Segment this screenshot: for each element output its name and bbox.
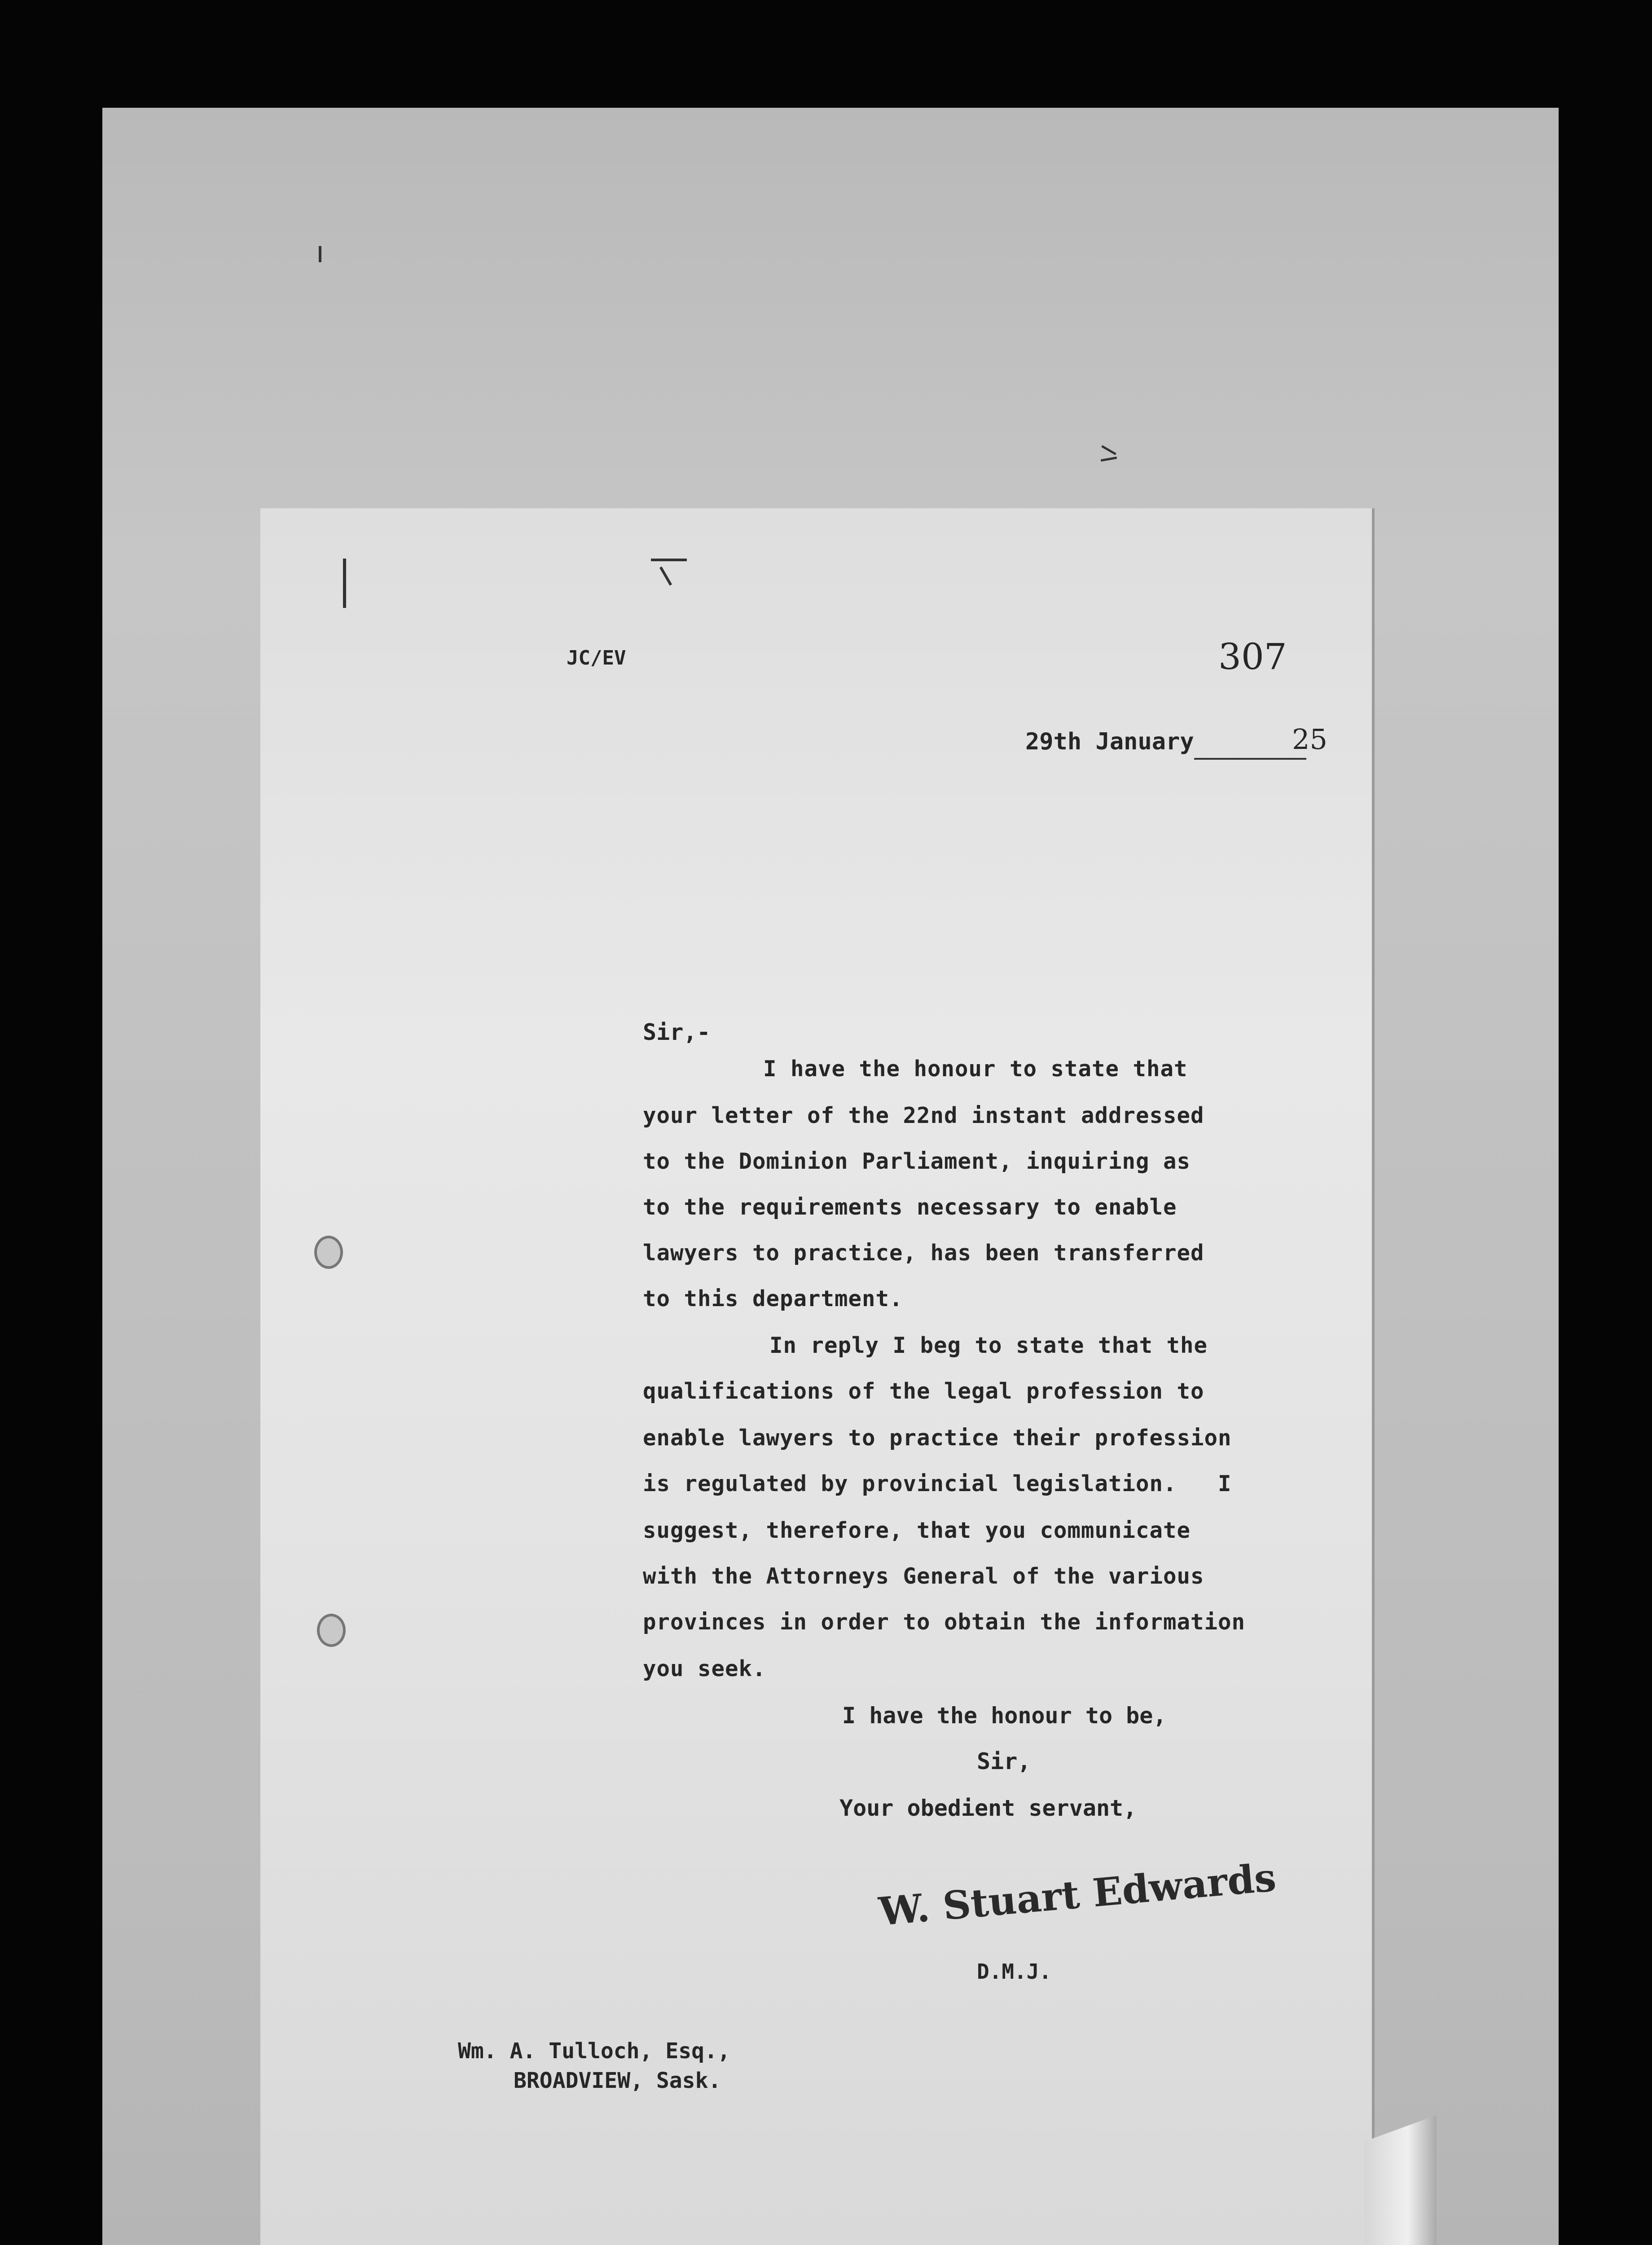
- closing-line: Sir,: [977, 1748, 1031, 1774]
- body-line: to the Dominion Parliament, inquiring as: [643, 1149, 1191, 1174]
- punch-hole: [317, 1614, 346, 1647]
- signature-title: D.M.J.: [977, 1959, 1052, 1984]
- body-line: with the Attorneys General of the various: [643, 1563, 1204, 1589]
- letter-year: 25: [1292, 723, 1327, 756]
- body-line: lawyers to practice, has been transferred: [643, 1240, 1204, 1266]
- body-line: I have the honour to state that: [763, 1056, 1188, 1082]
- salutation: Sir,-: [643, 1019, 711, 1045]
- reference-initials: JC/EV: [567, 647, 626, 669]
- body-line: In reply I beg to state that the: [769, 1333, 1208, 1358]
- pencil-mark: [343, 559, 346, 608]
- pencil-mark: [651, 559, 687, 561]
- letter-date: 29th January: [1025, 728, 1194, 755]
- punch-hole: [314, 1236, 343, 1269]
- body-line: suggest, therefore, that you communicate: [643, 1518, 1191, 1543]
- body-line: your letter of the 22nd instant addressed: [643, 1103, 1204, 1128]
- page-number: 307: [1218, 636, 1287, 678]
- body-line: is regulated by provincial legislation. I: [643, 1471, 1232, 1497]
- addressee-place: BROADVIEW, Sask.: [514, 2068, 721, 2093]
- date-underline: [1194, 758, 1306, 760]
- closing-line: I have the honour to be,: [842, 1703, 1167, 1729]
- body-line: to the requirements necessary to enable: [643, 1194, 1177, 1220]
- addressee-name: Wm. A. Tulloch, Esq.,: [458, 2038, 730, 2064]
- pencil-mark: [319, 246, 321, 262]
- closing-line: Your obedient servant,: [839, 1795, 1137, 1821]
- letter-page: [260, 508, 1372, 2245]
- body-line: you seek.: [643, 1656, 766, 1682]
- body-line: qualifications of the legal profession to: [643, 1378, 1204, 1404]
- signature-stamp: W. Stuart Edwards: [877, 1854, 1278, 1935]
- body-line: enable lawyers to practice their profession: [643, 1425, 1232, 1451]
- body-line: to this department.: [643, 1286, 903, 1312]
- body-line: provinces in order to obtain the information: [643, 1609, 1246, 1635]
